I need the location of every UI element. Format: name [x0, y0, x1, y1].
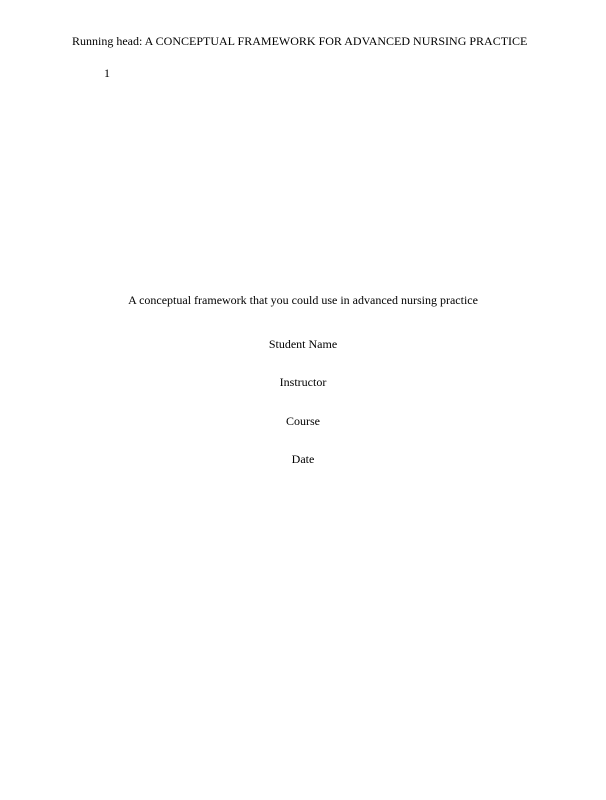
paper-title: A conceptual framework that you could use in advanced nursing practice	[128, 293, 478, 307]
running-head-text: Running head: A CONCEPTUAL FRAMEWORK FOR ADVANCED NURSING PRACTICE	[72, 34, 528, 48]
instructor-name: Instructor	[279, 375, 327, 389]
paper-date: Date	[291, 452, 315, 466]
page-number: 1	[104, 66, 110, 80]
course-name: Course	[286, 414, 320, 428]
author-name: Student Name	[268, 337, 338, 351]
